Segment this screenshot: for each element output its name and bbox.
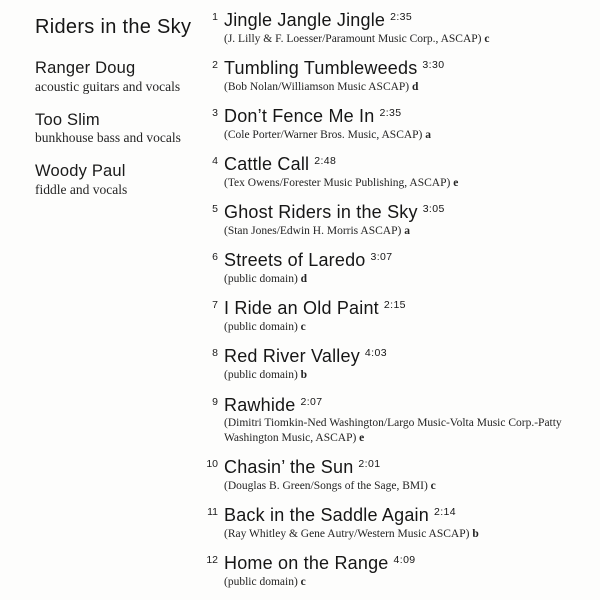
credit-text: (Douglas B. Green/Songs of the Sage, BMI) [224,479,428,492]
track-title: Home on the Range [224,553,389,574]
track-list [203,10,588,600]
member-role: bunkhouse bass and vocals [35,130,181,146]
track-number: 7 [212,299,218,312]
track-text [224,250,588,286]
track-entry [203,395,588,445]
track-entry [203,58,588,94]
track-title: Cattle Call [224,154,310,175]
track-duration: 4:09 [393,554,416,567]
credit-text: (Bob Nolan/Williamson Music ASCAP) [224,80,410,93]
track-number: 3 [212,107,218,120]
track-duration: 3:30 [422,59,445,72]
track-text [224,505,588,541]
session-code: d [412,80,419,93]
credit-text: (Dimitri Tiomkin-Ned Washington/Largo Music-Volta Music Corp.-Patty Washington Music, ASCAP) [224,417,562,444]
track-duration: 3:05 [422,203,445,216]
session-code: d [300,273,308,285]
member-role: acoustic guitars and vocals [35,78,181,94]
track-number: 8 [212,347,218,360]
credit-text: (Ray Whitley & Gene Autry/Western Music ASCAP) [224,527,470,540]
track-entry [203,106,588,142]
track-entry [203,346,588,382]
credit-text: (Cole Porter/Warner Bros. Music, ASCAP) [224,128,423,141]
track-text [224,58,588,94]
band-member [35,111,205,148]
track-credit [224,527,569,541]
track-duration: 2:01 [358,457,381,470]
track-title-line [224,106,588,127]
credit-text: (public domain) [224,273,298,285]
session-code: b [472,527,479,540]
track-title-line [224,202,588,223]
track-credit [224,320,569,334]
track-number: 9 [212,395,218,408]
track-credit [224,176,569,190]
band-members [35,59,205,199]
track-text [224,154,588,190]
track-number: 12 [206,554,218,567]
track-title: Tumbling Tumbleweeds [224,58,418,79]
session-code: c [300,575,306,588]
track-title-line [224,395,588,416]
track-title: Chasin’ the Sun [224,456,354,477]
track-number: 6 [212,251,218,264]
track-entry [203,250,588,286]
track-text [224,395,588,445]
track-duration: 2:07 [300,395,323,408]
track-number: 2 [212,59,218,72]
track-entry [203,298,588,334]
session-code: e [359,431,365,444]
track-title: Rawhide [224,394,296,415]
track-title: Jingle Jangle Jingle [224,10,386,30]
track-entry [203,457,588,493]
track-duration: 2:35 [379,107,402,120]
track-credit [224,416,569,445]
track-title-line [224,58,588,79]
track-text [224,346,588,382]
band-member [35,59,205,96]
band-member [35,162,205,199]
member-name: Woody Paul [35,162,126,181]
track-duration: 2:15 [383,299,406,312]
member-name: Too Slim [35,110,100,129]
session-code: e [453,176,459,189]
session-code: a [404,224,410,237]
track-credit [224,224,569,238]
session-code: c [430,479,436,492]
track-text [224,457,588,493]
track-title-line [224,457,588,478]
track-entry [203,553,588,589]
track-text [224,106,588,142]
track-duration: 2:14 [433,506,456,518]
track-entry [203,202,588,238]
credit-text: (public domain) [224,321,298,334]
session-code: a [425,128,432,141]
track-text [224,553,588,589]
track-title: Don’t Fence Me In [224,106,375,127]
track-title-line [224,154,588,175]
track-number: 5 [212,203,218,216]
credit-text: (J. Lilly & F. Loesser/Paramount Music Corp., ASCAP) [224,32,482,45]
track-number: 4 [212,155,218,168]
track-number: 11 [207,506,218,518]
track-title-line [224,553,588,574]
session-code: c [300,321,306,334]
track-duration: 4:03 [364,347,387,360]
track-entry [203,10,588,46]
track-duration: 3:07 [370,251,393,264]
track-credit [224,80,569,94]
track-credit [224,272,569,286]
track-title: I Ride an Old Paint [224,298,379,319]
credit-text: (Tex Owens/Forester Music Publishing, ASCAP) [224,176,451,189]
track-title: Ghost Riders in the Sky [224,202,418,223]
track-title-line [224,346,588,367]
session-code: c [484,32,490,45]
track-text [224,298,588,334]
track-duration: 2:35 [390,11,413,23]
credit-text: (public domain) [224,369,298,382]
credit-text: (public domain) [224,575,298,588]
track-title: Red River Valley [224,346,360,367]
track-title-line [224,250,588,271]
band-title: Riders in the Sky [35,16,192,38]
track-duration: 2:48 [314,155,337,168]
track-credit [224,575,569,589]
track-title-line [224,10,588,31]
track-credit [224,368,569,382]
track-number: 10 [206,457,218,470]
track-credit [224,32,569,46]
member-name: Ranger Doug [35,59,136,77]
track-title-line [224,298,588,319]
track-number: 1 [212,11,218,23]
session-code: b [300,369,308,382]
credit-text: (Stan Jones/Edwin H. Morris ASCAP) [224,224,402,237]
track-title: Streets of Laredo [224,250,366,271]
track-title-line [224,505,588,526]
track-entry [203,505,588,541]
track-credit [224,479,569,493]
track-entry [203,154,588,190]
track-text [224,10,588,46]
member-role: fiddle and vocals [35,182,128,198]
track-title: Back in the Saddle Again [224,505,429,525]
artist-panel [35,16,205,214]
track-text [224,202,588,238]
track-credit [224,128,569,142]
